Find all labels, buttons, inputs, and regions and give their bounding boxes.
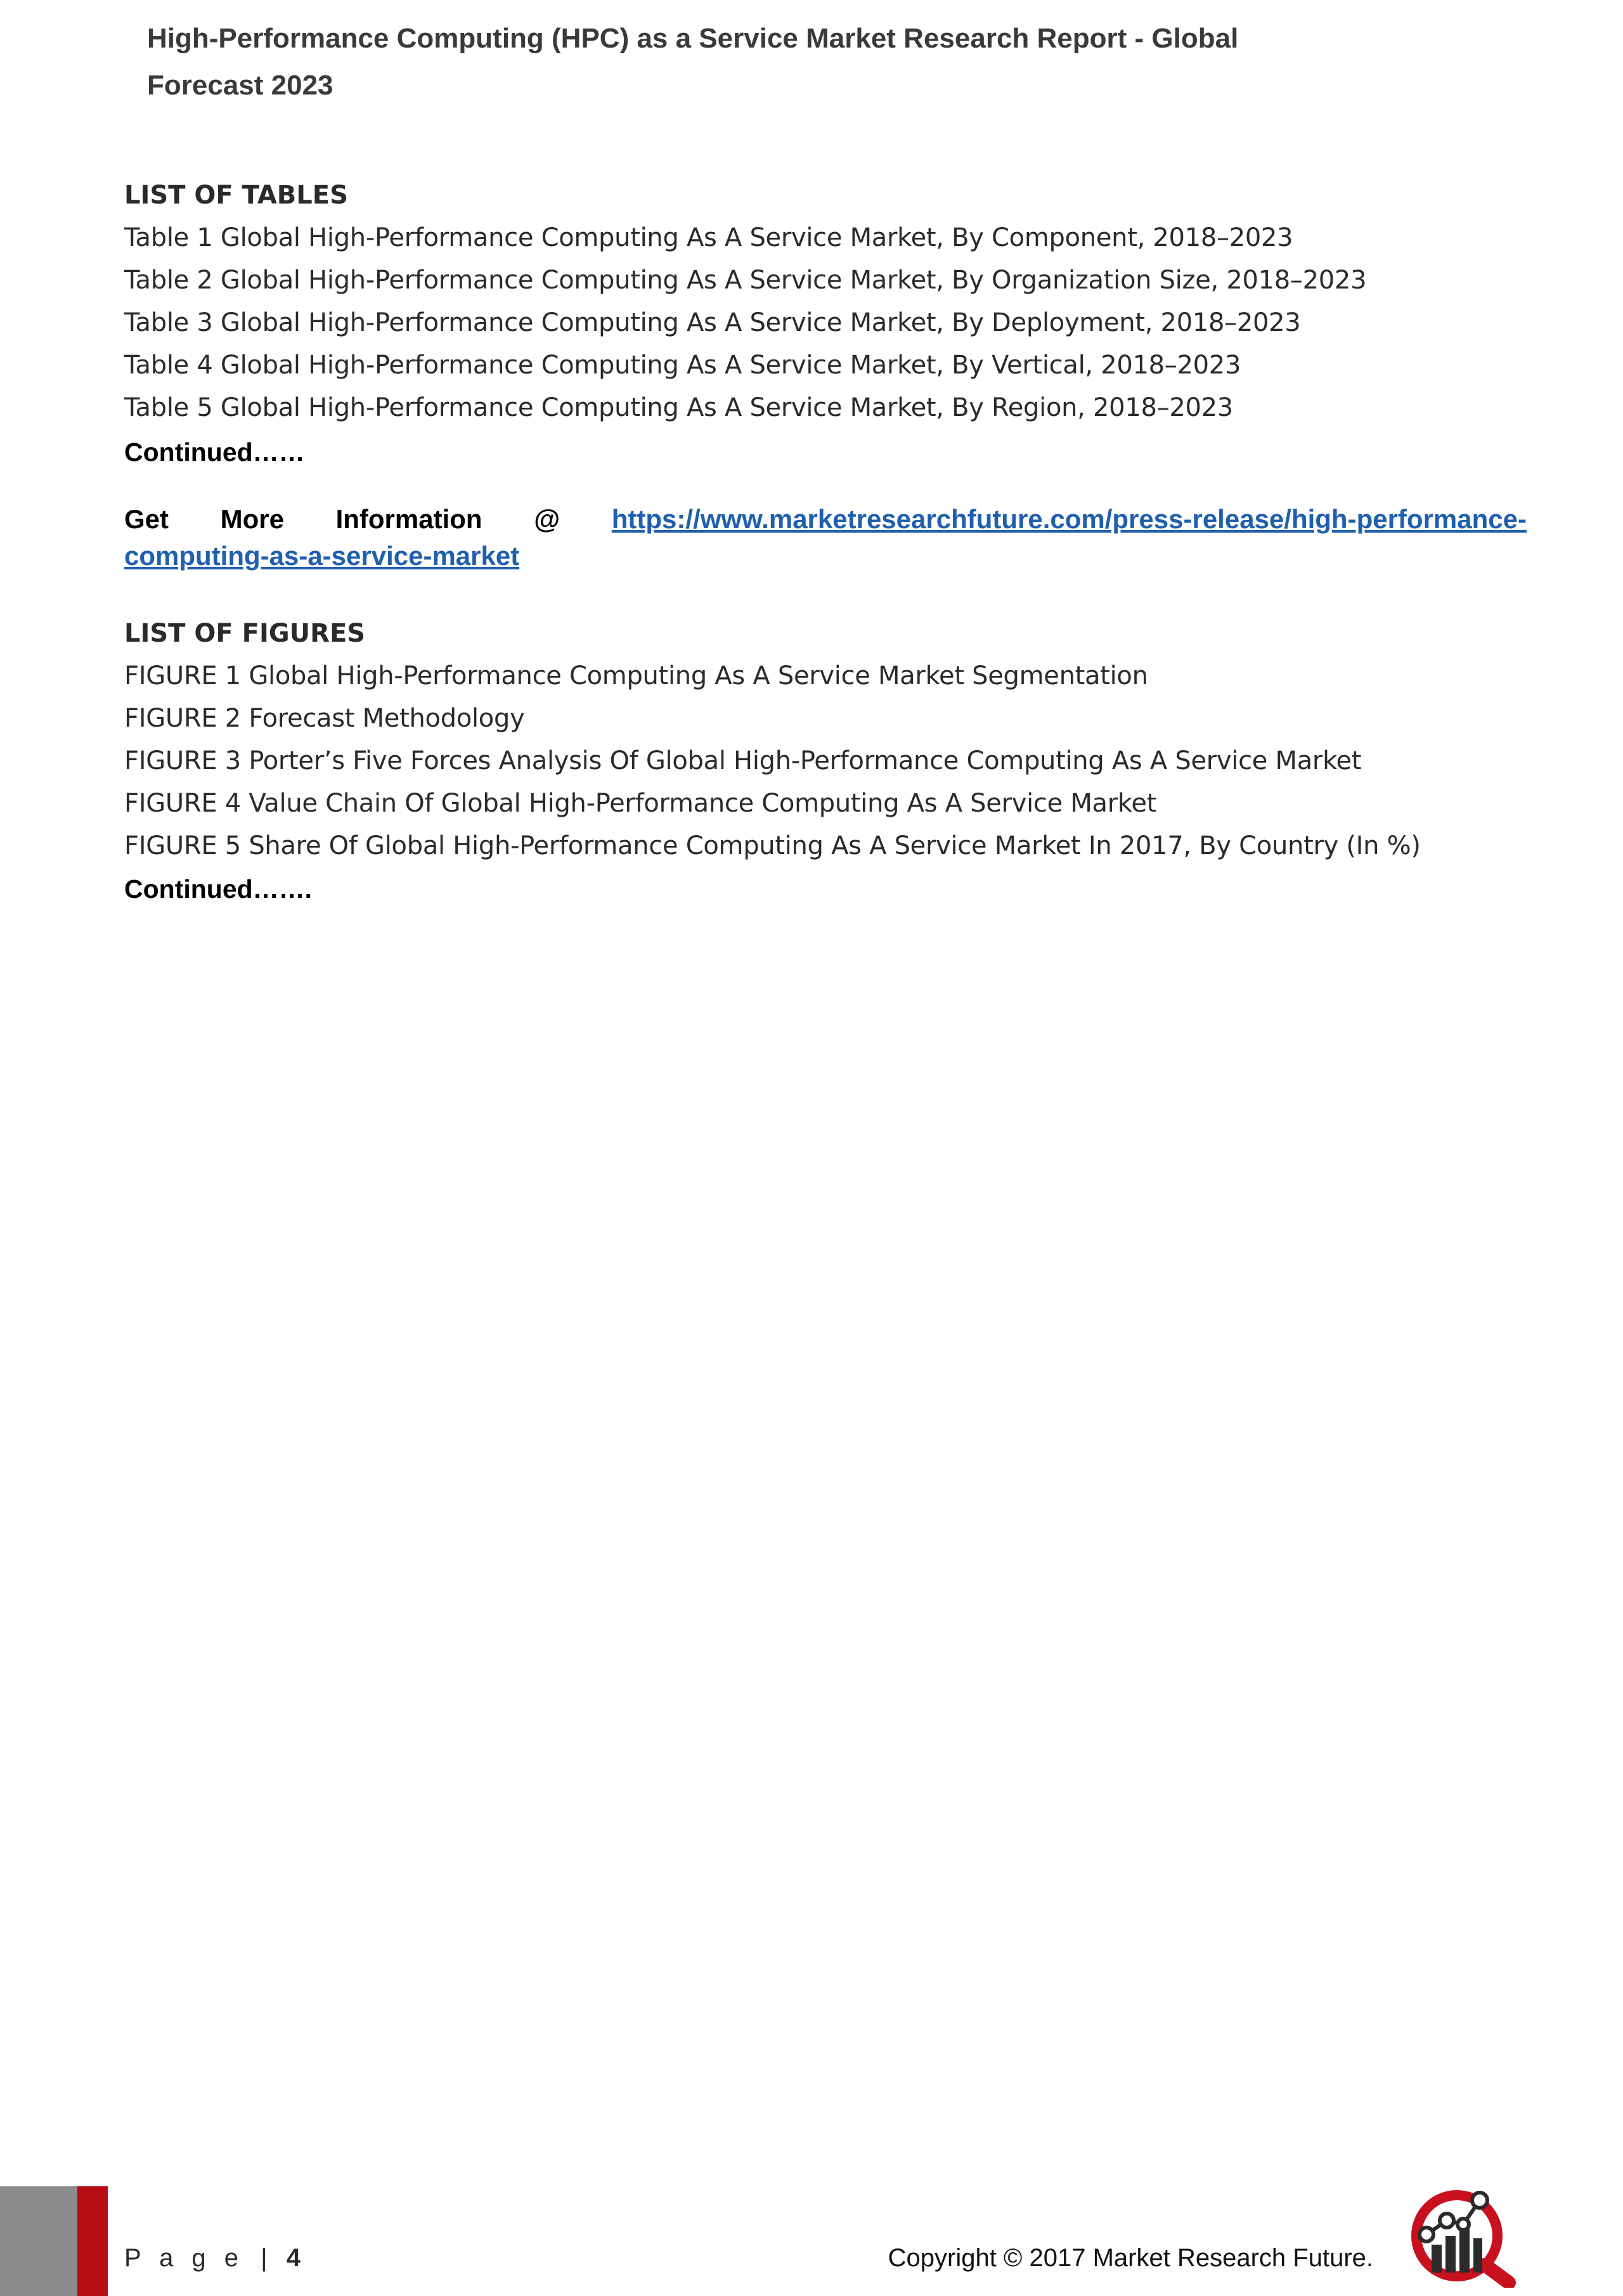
more-information-word: Information [335, 504, 482, 534]
footer-red-bar [77, 2186, 108, 2296]
press-release-link-part1[interactable]: https://www.marketresearchfuture.com/press-release/high-performance- [611, 504, 1527, 534]
list-item: Table 5 Global High-Performance Computing As A Service Market, By Region, 2018–2023 [124, 393, 1233, 422]
list-of-tables-heading: LIST OF TABLES [124, 181, 348, 210]
market-research-future-logo-icon [1401, 2186, 1528, 2288]
list-item: Table 3 Global High-Performance Computing As A Service Market, By Deployment, 2018–2023 [124, 308, 1301, 337]
list-item: FIGURE 2 Forecast Methodology [124, 704, 525, 733]
document-title-line1: High-Performance Computing (HPC) as a Service Market Research Report - Global [147, 23, 1239, 54]
more-information-word: Get [124, 504, 169, 534]
logo-graphic [1401, 2186, 1528, 2288]
more-information-line2 [124, 538, 1527, 574]
press-release-link-part2[interactable]: computing-as-a-service-market [124, 541, 520, 571]
more-information-paragraph [124, 501, 1527, 574]
list-item: FIGURE 5 Share Of Global High-Performance Computing As A Service Market In 2017, By Country (In %) [124, 831, 1421, 860]
page-label: P a g e [124, 2244, 245, 2272]
list-of-figures-heading: LIST OF FIGURES [124, 619, 366, 648]
tables-continued-text: Continued…… [124, 438, 305, 467]
footer-gray-bar [0, 2186, 77, 2296]
tables-list [124, 217, 1366, 429]
list-item: FIGURE 3 Porter’s Five Forces Analysis Of Global High-Performance Computing As A Service Market [124, 746, 1362, 775]
list-item: Table 4 Global High-Performance Computing As A Service Market, By Vertical, 2018–2023 [124, 351, 1241, 380]
list-item: Table 2 Global High-Performance Computing As A Service Market, By Organization Size, 2018–2023 [124, 266, 1367, 295]
page-number-value: 4 [286, 2244, 301, 2272]
list-item: FIGURE 1 Global High-Performance Computing As A Service Market Segmentation [124, 661, 1148, 691]
document-title [147, 15, 1276, 109]
page-separator: | [261, 2244, 268, 2272]
copyright-text: Copyright © 2017 Market Research Future. [888, 2244, 1373, 2272]
more-information-word: More [220, 504, 284, 534]
list-item: Table 1 Global High-Performance Computing As A Service Market, By Component, 2018–2023 [124, 223, 1293, 252]
more-information-word: @ [534, 504, 560, 534]
figures-continued-text: Continued……. [124, 874, 313, 904]
figures-list [124, 655, 1421, 867]
more-information-line [124, 501, 1527, 538]
document-title-line2: Forecast 2023 [147, 70, 333, 101]
list-item: FIGURE 4 Value Chain Of Global High-Performance Computing As A Service Market [124, 789, 1157, 818]
page-number [124, 2242, 301, 2274]
